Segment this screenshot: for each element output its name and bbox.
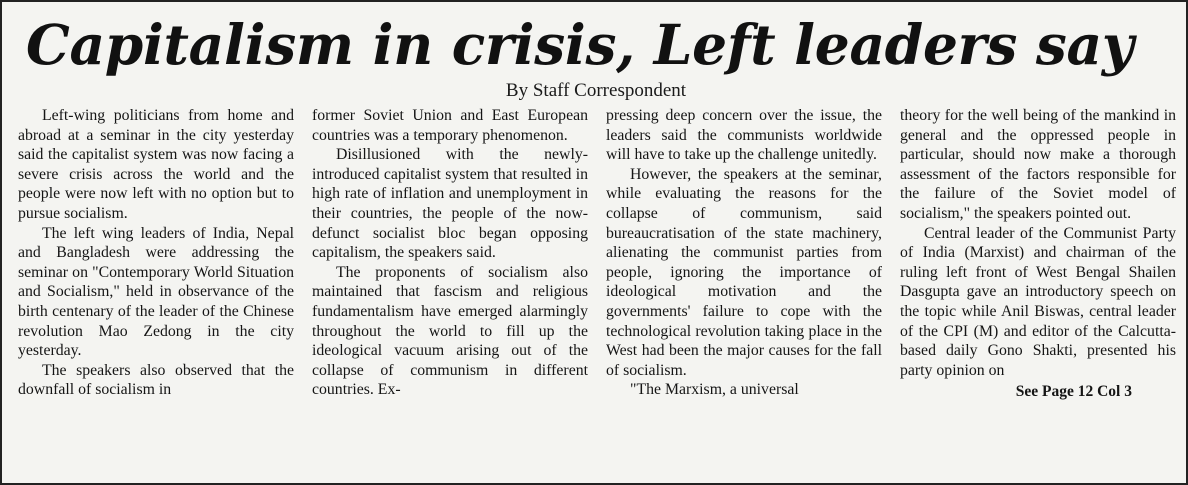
paragraph: Disillusioned with the newly-introduced capitalist system that resulted in high rate of inflation and unemployment in their countries, the people of the now-defunct socialist bloc began opposing capitalism, the speakers said. [312,146,588,262]
paragraph: Central leader of the Communist Party of India (Marxist) and chairman of the ruling left front of West Bengal Shailen Dasgupta gave an introductory speech on the topic while Anil Biswas, central leader of the CPI (M) and editor of the Calcutta-based daily Gono Shakti, presented his party opinion on [900,224,1176,379]
column-2 [312,106,588,476]
paragraph: "The Marxism, a universal [630,381,799,399]
paragraph: former Soviet Union and East European countries was a temporary phenomenon. [312,107,588,144]
continuation-line: See Page 12 Col 3 [1015,383,1132,401]
paragraph: The speakers also observed that the downfall of socialism in [18,361,294,399]
article-body [18,106,1178,476]
column-4 [900,106,1176,476]
column-1 [18,106,294,476]
paragraph: theory for the well being of the mankind in general and the oppressed people in particular, should now make a thorough assessment of the factors responsible for the failure of the Soviet model of socialism," the speakers pointed out. [900,107,1176,222]
column-3 [606,106,882,476]
paragraph: Left-wing politicians from home and abroad at a seminar in the city yesterday said the capitalist system was now facing a severe crisis across the world and the people were now left with no option but to pursue socialism. [18,107,294,222]
paragraph: pressing deep concern over the issue, the leaders said the communists worldwide will have to take up the challenge unitedly. [606,107,882,164]
paragraph: The proponents of socialism also maintained that fascism and religious fundamentalism have emerged alarmingly throughout the world to fill up the ideological vacuum arising out of the collapse of communism in different countries. Ex- [312,263,588,399]
headline: Capitalism in crisis, Left leaders say [26,12,1134,77]
byline: By Staff Correspondent [505,80,687,101]
paragraph: However, the speakers at the seminar, while evaluating the reasons for the collapse of communism, said bureaucratisation of the state machinery, alienating the communist parties from people, ignoring the importance of ideological motivation and the governments' failure to cope with the technological revolution taking place in the West had been the major causes for the fall of socialism. [606,165,882,379]
paragraph: The left wing leaders of India, Nepal and Bangladesh were addressing the seminar on "Contemporary World Situation and Socialism," held in observance of the birth centenary of the leader of the Chinese revolution Mao Zedong in the city yesterday. [18,224,294,360]
